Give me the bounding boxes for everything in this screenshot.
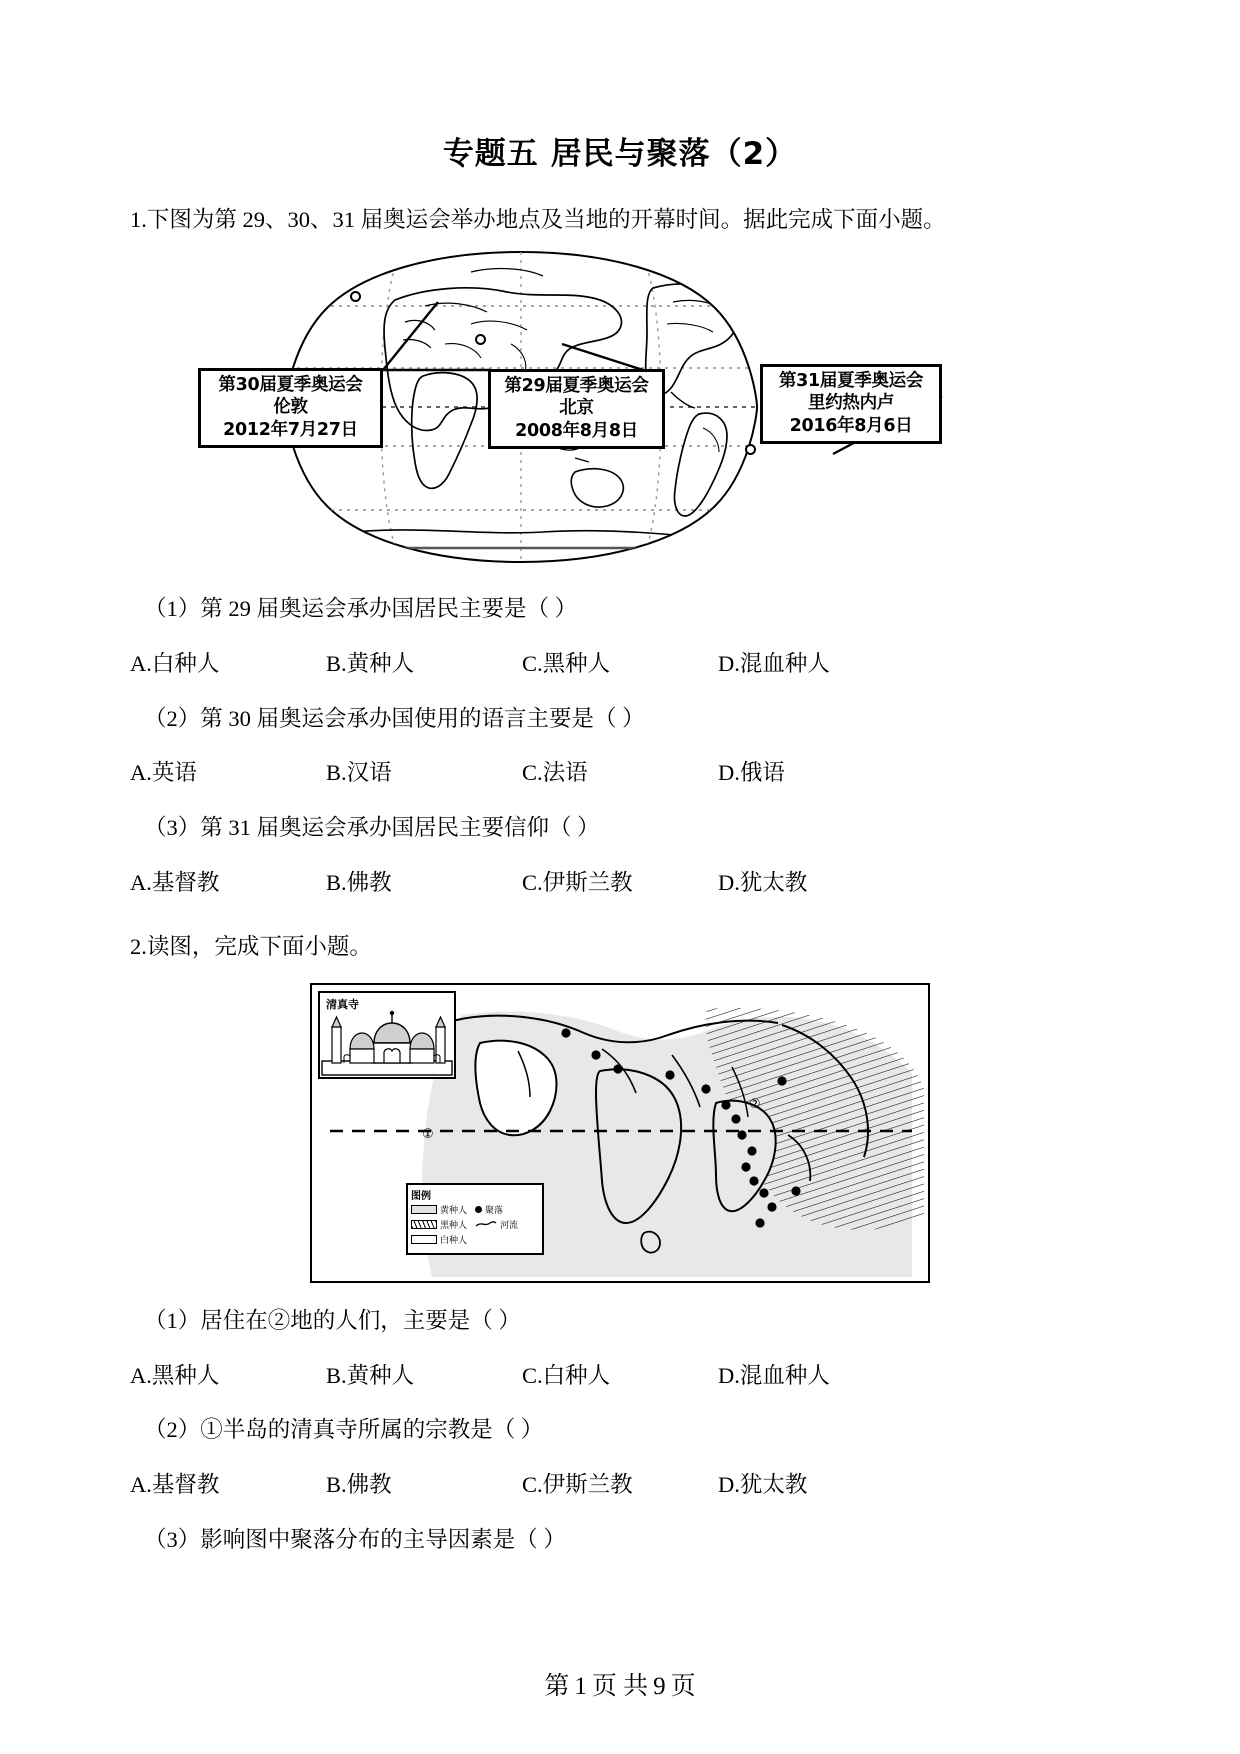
question-1-sub-1-prompt: （1）第 29 届奥运会承办国居民主要是（ ） bbox=[144, 595, 578, 621]
map-label-29th-line3: 2008年8月8日 bbox=[515, 420, 638, 441]
map-label-30th-olympics bbox=[198, 368, 383, 448]
footer-suffix: 页 bbox=[670, 1673, 696, 1700]
choice-d[interactable]: D.犹太教 bbox=[718, 1472, 808, 1498]
question-1-sub-2-prompt: （2）第 30 届奥运会承办国使用的语言主要是（ ） bbox=[144, 705, 645, 731]
map-annotation-1: ① bbox=[422, 1126, 434, 1142]
page-title: 专题五 居民与聚落（2） bbox=[442, 136, 798, 172]
legend-label-settlement: 聚落 bbox=[485, 1205, 504, 1216]
question-1-sub-2-choices bbox=[130, 756, 1110, 790]
choice-a[interactable]: A.黑种人 bbox=[130, 1362, 220, 1388]
choice-d[interactable]: D.混血种人 bbox=[718, 1362, 830, 1388]
map-label-29th-line1: 第29届夏季奥运会 bbox=[504, 375, 649, 396]
legend-item-white-race bbox=[411, 1233, 467, 1246]
question-1-stem: 1.下图为第 29、30、31 届奥运会举办地点及当地的开幕时间。据此完成下面小题。 bbox=[130, 207, 946, 232]
legend-item-yellow-race bbox=[411, 1203, 467, 1216]
map-marker-rio bbox=[745, 444, 756, 455]
question-1-sub-1-choices bbox=[130, 647, 1110, 681]
map-label-31st-line3: 2016年8月6日 bbox=[789, 415, 913, 436]
choice-b[interactable]: B.黄种人 bbox=[326, 1362, 415, 1388]
legend-title: 图例 bbox=[411, 1190, 431, 1202]
choice-c[interactable]: C.白种人 bbox=[522, 1362, 611, 1388]
map-label-30th-line2: 伦敦 bbox=[273, 397, 308, 418]
legend-item-black-race bbox=[411, 1218, 467, 1231]
map-label-31st-olympics bbox=[760, 364, 942, 444]
legend-item-river bbox=[475, 1218, 518, 1231]
map-legend bbox=[406, 1183, 544, 1255]
question-2-sub-2-choices bbox=[130, 1468, 1110, 1502]
page-footer bbox=[0, 1666, 1240, 1702]
legend-swatch-black-race bbox=[411, 1220, 437, 1229]
choice-d[interactable]: D.混血种人 bbox=[718, 650, 830, 676]
footer-middle: 页 共 bbox=[591, 1673, 649, 1700]
mosque-icon bbox=[320, 1009, 454, 1077]
question-2-stem: 2.读图，完成下面小题。 bbox=[130, 933, 372, 959]
question-2-sub-1-prompt: （1）居住在②地的人们，主要是（ ） bbox=[144, 1307, 521, 1333]
legend-label-yellow-race: 黄种人 bbox=[440, 1205, 468, 1216]
mosque-inset-box bbox=[318, 991, 456, 1079]
choice-d[interactable]: D.犹太教 bbox=[718, 870, 808, 895]
question-2-sub-1-choices bbox=[130, 1359, 1110, 1393]
legend-swatch-white-race bbox=[411, 1235, 437, 1244]
map-label-30th-line3: 2012年7月27日 bbox=[223, 419, 358, 440]
choice-c[interactable]: C.伊斯兰教 bbox=[522, 1472, 633, 1498]
figure-1-globe-map bbox=[190, 246, 1050, 571]
mosque-inset-caption: 清真寺 bbox=[326, 997, 359, 1011]
question-2-sub-3-prompt: （3）影响图中聚落分布的主导因素是（ ） bbox=[144, 1526, 566, 1552]
choice-b[interactable]: B.黄种人 bbox=[326, 650, 415, 676]
footer-total-pages: 9 bbox=[653, 1673, 666, 1700]
legend-label-white-race: 白种人 bbox=[440, 1235, 468, 1246]
choice-b[interactable]: B.佛教 bbox=[326, 1472, 392, 1498]
choice-a[interactable]: A.基督教 bbox=[130, 870, 220, 895]
figure-2-asia-map bbox=[310, 983, 930, 1283]
question-1-sub-3-prompt: （3）第 31 届奥运会承办国居民主要信仰（ ） bbox=[144, 815, 600, 841]
map-label-31st-line1: 第31届夏季奥运会 bbox=[778, 370, 924, 391]
map-label-30th-line1: 第30届夏季奥运会 bbox=[218, 374, 363, 395]
footer-prefix: 第 bbox=[544, 1673, 570, 1700]
map-marker-beijing bbox=[475, 334, 486, 345]
choice-a[interactable]: A.基督教 bbox=[130, 1472, 220, 1498]
choice-c[interactable]: C.伊斯兰教 bbox=[522, 870, 633, 895]
footer-page-number: 1 bbox=[574, 1673, 587, 1700]
legend-label-black-race: 黑种人 bbox=[440, 1220, 468, 1231]
map-label-31st-line2: 里约热内卢 bbox=[808, 393, 894, 414]
choice-d[interactable]: D.俄语 bbox=[718, 760, 785, 786]
question-1-sub-3-choices bbox=[130, 866, 1110, 900]
choice-b[interactable]: B.汉语 bbox=[326, 760, 392, 786]
choice-c[interactable]: C.黑种人 bbox=[522, 650, 611, 676]
choice-c[interactable]: C.法语 bbox=[522, 760, 588, 786]
legend-symbol-river-line bbox=[475, 1220, 497, 1228]
legend-swatch-yellow-race bbox=[411, 1205, 437, 1214]
choice-b[interactable]: B.佛教 bbox=[326, 870, 392, 895]
choice-a[interactable]: A.英语 bbox=[130, 760, 197, 786]
legend-item-settlement bbox=[475, 1203, 518, 1216]
map-label-29th-line2: 北京 bbox=[559, 398, 594, 419]
map-marker-london bbox=[350, 291, 361, 302]
legend-symbol-settlement-dot bbox=[475, 1206, 482, 1213]
map-annotation-2: ② bbox=[749, 1096, 761, 1112]
figure-1-wrapper bbox=[130, 238, 1110, 571]
legend-label-river: 河流 bbox=[500, 1220, 519, 1231]
map-label-29th-olympics bbox=[488, 369, 665, 449]
choice-a[interactable]: A.白种人 bbox=[130, 650, 220, 676]
question-2-sub-2-prompt: （2）①半岛的清真寺所属的宗教是（ ） bbox=[144, 1417, 544, 1443]
figure-2-wrapper bbox=[130, 965, 1110, 1283]
